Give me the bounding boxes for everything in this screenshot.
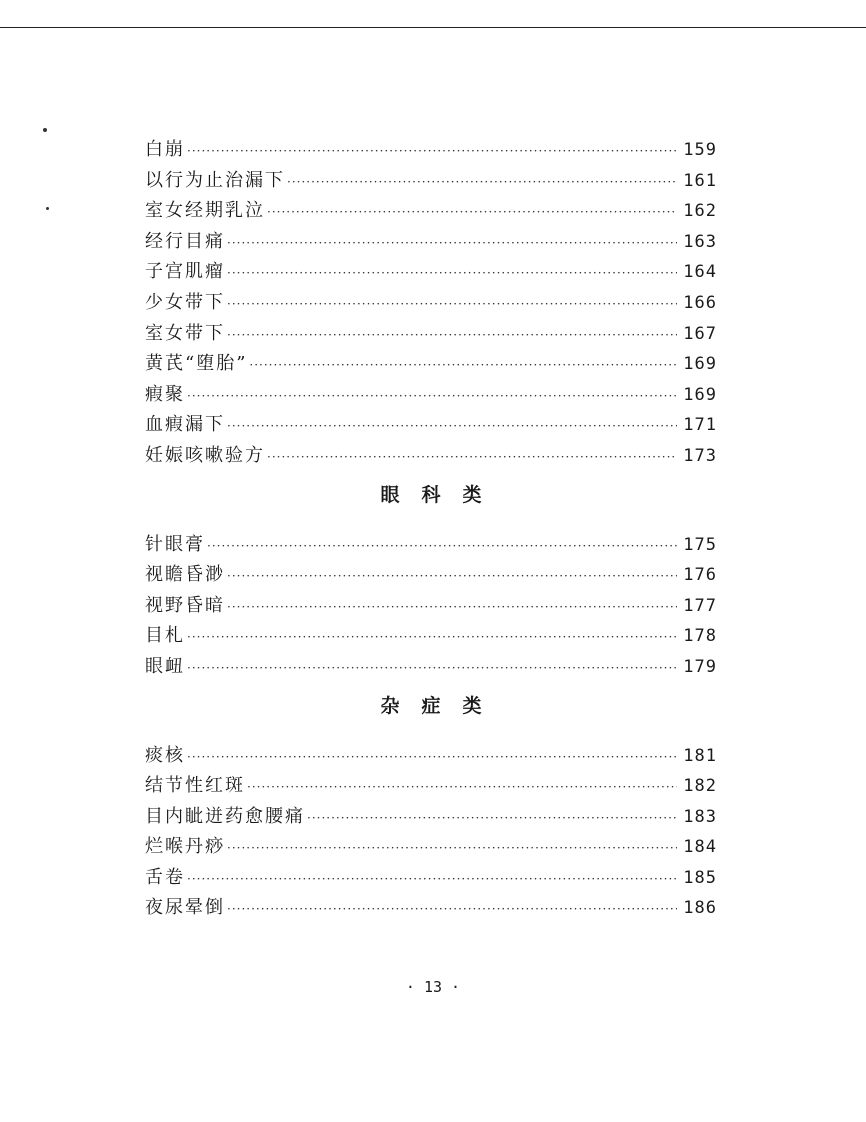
toc-entry-page: 176 [683,565,717,586]
dot-leader [227,328,677,342]
toc-entry [145,319,717,350]
toc-entry-title: 目札 [145,625,185,647]
toc-entry-page: 178 [683,626,717,647]
scan-speck [43,128,47,132]
dot-leader [227,569,677,583]
dot-leader [227,266,677,280]
toc-entry [145,591,717,622]
dot-leader [287,175,677,189]
toc-entry [145,771,717,802]
toc-entry [145,530,717,561]
toc-entry-page: 182 [683,776,717,797]
toc-entry [145,410,717,441]
toc-entry-page: 163 [683,231,717,252]
dot-leader [227,419,677,433]
toc-entry-page: 171 [683,415,717,436]
toc-entry-page: 162 [683,201,717,222]
dot-leader [227,600,677,614]
toc-entry-title: 瘕聚 [145,383,185,405]
toc-entry [145,832,717,863]
dot-leader [187,750,677,764]
dot-leader [249,358,677,372]
toc-entry-title: 以行为止治漏下 [145,169,285,191]
toc-entry-title: 妊娠咳嗽验方 [145,444,265,466]
toc-entry [145,560,717,591]
toc-entry-title: 子宫肌瘤 [145,261,225,283]
toc-entry-title: 痰核 [145,744,185,766]
toc-entry-page: 184 [683,837,717,858]
toc-entry-page: 183 [683,806,717,827]
toc-entry-title: 白崩 [145,139,185,160]
toc-entry-page: 159 [683,140,717,160]
dot-leader [247,780,677,794]
section-heading: 杂症类 [380,694,504,717]
toc-entry-page: 177 [683,595,717,616]
toc-entry [145,166,717,197]
toc-entry-title: 夜尿晕倒 [145,897,225,919]
page-number: · 13 · [405,978,461,996]
toc-entry [145,741,717,772]
toc-entry-page: 169 [683,354,717,375]
toc-entry-title: 舌卷 [145,866,185,888]
dot-leader [187,630,677,644]
toc-entry [145,802,717,833]
toc-entry-page: 169 [683,384,717,405]
toc-entry [145,135,717,166]
toc-entry-page: 161 [683,170,717,191]
toc-entry-page: 175 [683,534,717,555]
toc-entry-title: 目内眦迸药愈腰痛 [145,805,305,827]
toc-entry-title: 视野昏暗 [145,594,225,616]
toc-entry-title: 血瘕漏下 [145,414,225,436]
toc-entry-title: 经行目痛 [145,230,225,252]
dot-leader [187,872,677,886]
toc-entry [145,380,717,411]
toc-entry [145,349,717,380]
toc-entry-page: 164 [683,262,717,283]
toc-entry-title: 室女经期乳泣 [145,200,265,222]
dot-leader [267,205,677,219]
toc-entry-page: 173 [683,445,717,466]
dot-leader [207,539,677,553]
toc-entry-page: 185 [683,867,717,888]
toc-entry [145,863,717,894]
toc-entry [145,441,717,472]
section-heading: 眼科类 [380,483,504,506]
scan-speck [46,207,49,210]
toc-entry-page: 179 [683,656,717,677]
dot-leader [267,450,677,464]
toc-entry [145,196,717,227]
toc-entry-page: 186 [683,898,717,919]
toc-entry [145,621,717,652]
toc-entry [145,652,717,683]
toc-entry-title: 结节性红斑 [145,775,245,797]
toc-entry-title: 烂喉丹痧 [145,836,225,858]
toc-entry-title: 少女带下 [145,291,225,313]
dot-leader [187,144,677,158]
toc-entry-title: 视瞻昏渺 [145,564,225,586]
toc-entry-title: 室女带下 [145,322,225,344]
toc-entry [145,227,717,258]
toc-entry-page: 167 [683,323,717,344]
dot-leader [307,811,677,825]
table-of-contents [145,135,717,924]
dot-leader [227,236,677,250]
dot-leader [227,297,677,311]
toc-entry-page: 166 [683,292,717,313]
toc-entry [145,257,717,288]
toc-entry-page: 181 [683,745,717,766]
top-rule [0,27,866,28]
toc-entry-title: 眼衄 [145,655,185,677]
dot-leader [187,661,677,675]
dot-leader [187,389,677,403]
toc-entry [145,288,717,319]
toc-entry-title: 黄芪“堕胎” [145,353,248,375]
toc-entry-title: 针眼膏 [145,533,205,555]
dot-leader [227,902,677,916]
dot-leader [227,841,677,855]
toc-entry [145,893,717,924]
